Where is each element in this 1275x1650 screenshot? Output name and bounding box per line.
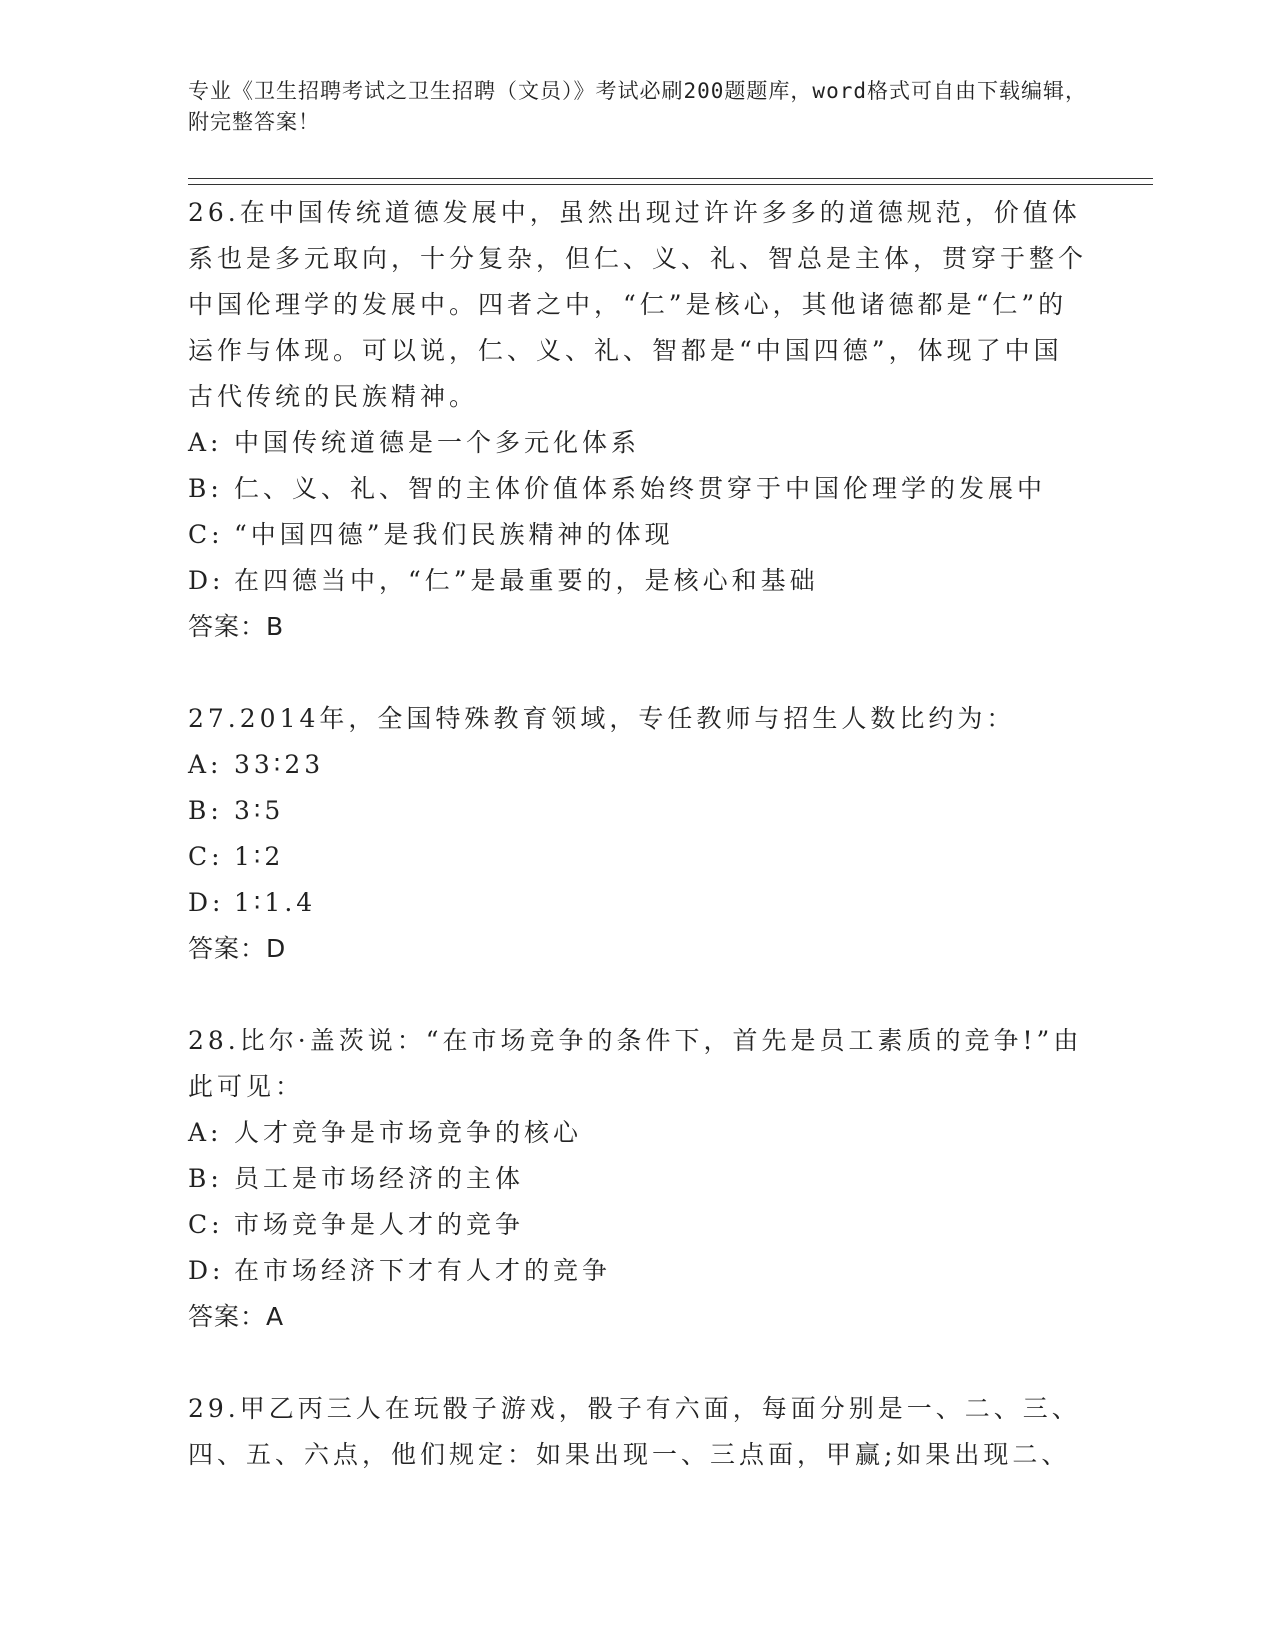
option-text: 在市场经济下才有人才的竞争: [234, 1256, 612, 1285]
question-list: [188, 190, 1088, 1524]
option-b: [188, 1156, 1088, 1202]
document-header: 专业《卫生招聘考试之卫生招聘（文员）》考试必刷200题题库，word格式可自由下载编辑，附完整答案！: [188, 79, 1087, 134]
question-28: [188, 1018, 1088, 1340]
question-27: [188, 696, 1088, 972]
answer-line: 答案：B: [188, 612, 285, 641]
header-divider-bottom: [188, 184, 1153, 185]
answer-line: 答案：D: [188, 934, 287, 963]
option-letter: C:: [188, 842, 224, 871]
option-text: “中国四德”是我们民族精神的体现: [234, 520, 674, 549]
option-letter: D:: [188, 1256, 225, 1285]
option-text: 人才竞争是市场竞争的核心: [234, 1118, 583, 1147]
question-stem: 28.比尔·盖茨说：“在市场竞争的条件下，首先是员工素质的竞争!”由此可见：: [188, 1026, 1083, 1101]
option-d: [188, 558, 1088, 604]
option-text: 1∶1.4: [234, 888, 317, 917]
option-a: [188, 742, 1088, 788]
option-c: [188, 1202, 1088, 1248]
option-letter: A:: [188, 750, 223, 779]
option-text: 1∶2: [234, 842, 285, 871]
option-text: 仁、义、礼、智的主体价值体系始终贯穿于中国伦理学的发展中: [234, 474, 1047, 503]
option-text: 3∶5: [234, 796, 285, 825]
question-stem: 26.在中国传统道德发展中，虽然出现过许许多多的道德规范，价值体系也是多元取向，十分复杂，但仁、义、礼、智总是主体，贯穿于整个中国伦理学的发展中。四者之中，“仁”是核心，其他诸德都是“仁”的运作与体现。可以说，仁、义、礼、智都是“中国四德”，体现了中国古代传统的民族精神。: [188, 198, 1088, 411]
option-c: [188, 512, 1088, 558]
option-letter: C:: [188, 1210, 224, 1239]
option-letter: A:: [188, 1118, 223, 1147]
answer-line: 答案：A: [188, 1302, 285, 1331]
option-b: [188, 466, 1088, 512]
question-stem: 29.甲乙丙三人在玩骰子游戏，骰子有六面，每面分别是一、二、三、四、五、六点，他们规定：如果出现一、三点面，甲赢;如果出现二、: [188, 1394, 1081, 1469]
option-letter: B:: [188, 474, 223, 503]
question-stem: 27.2014年，全国特殊教育领域，专任教师与招生人数比约为：: [188, 704, 1016, 733]
option-letter: D:: [188, 566, 225, 595]
option-text: 市场竞争是人才的竞争: [234, 1210, 525, 1239]
header-divider-top: [188, 178, 1153, 179]
option-text: 员工是市场经济的主体: [234, 1164, 525, 1193]
option-text: 33∶23: [234, 750, 325, 779]
option-a: [188, 1110, 1088, 1156]
option-b: [188, 788, 1088, 834]
option-d: [188, 880, 1088, 926]
option-c: [188, 834, 1088, 880]
option-letter: B:: [188, 796, 223, 825]
option-letter: A:: [188, 428, 223, 457]
option-d: [188, 1248, 1088, 1294]
option-a: [188, 420, 1088, 466]
option-text: 中国传统道德是一个多元化体系: [234, 428, 641, 457]
question-26: [188, 190, 1088, 650]
option-letter: B:: [188, 1164, 223, 1193]
option-letter: D:: [188, 888, 225, 917]
option-letter: C:: [188, 520, 224, 549]
question-29: [188, 1386, 1088, 1478]
option-text: 在四德当中，“仁”是最重要的，是核心和基础: [234, 566, 819, 595]
